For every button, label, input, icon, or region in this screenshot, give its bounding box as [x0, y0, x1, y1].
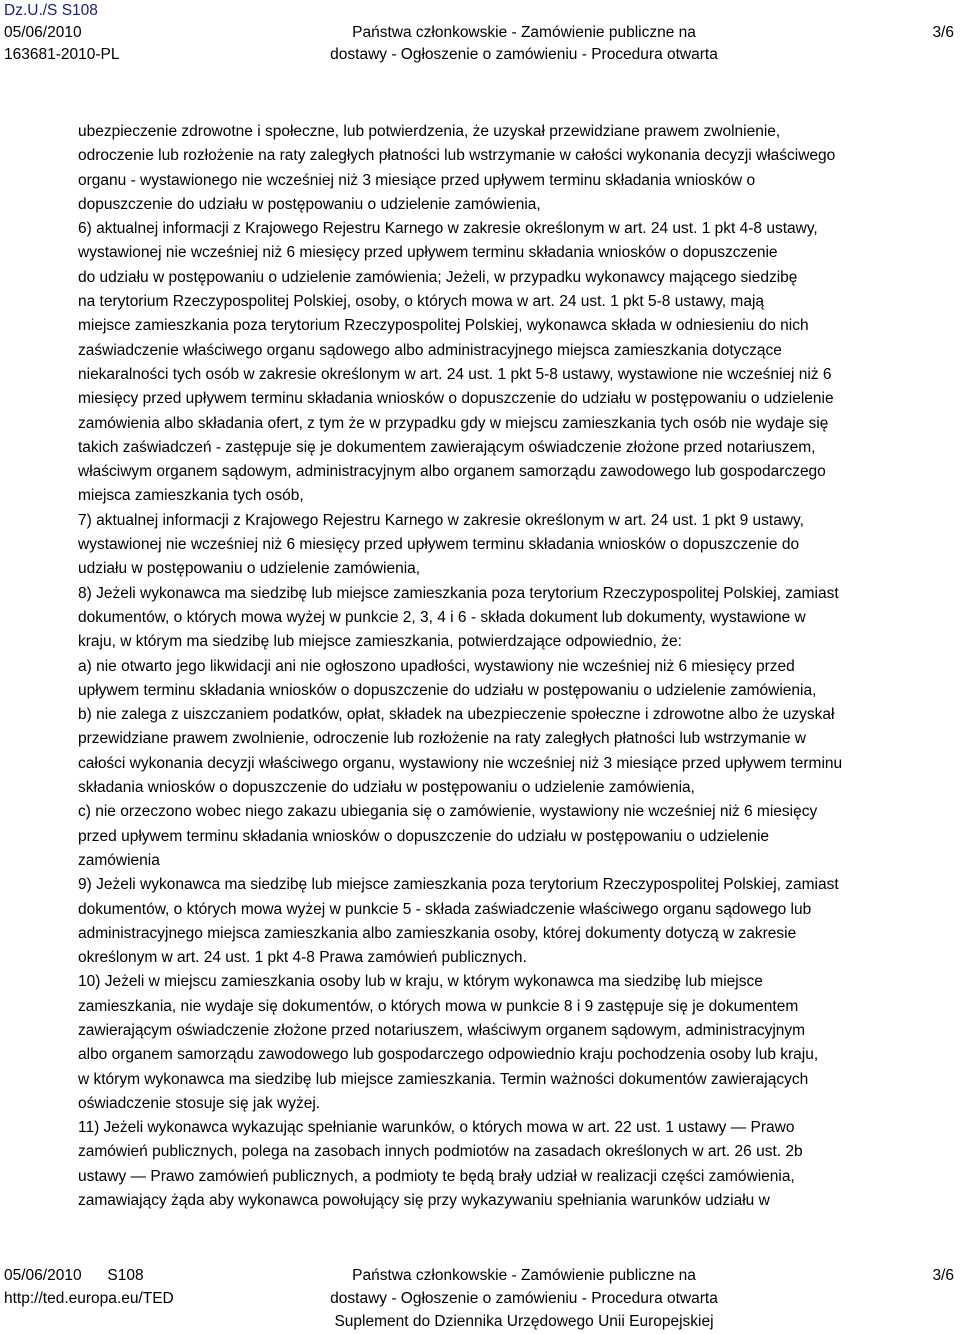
body-line: miesięcy przed upływem terminu składania wniosków o dopuszczenie do udziału w postępowaniu o udzielenie [78, 390, 834, 408]
footer-title-line3: Suplement do Dziennika Urzędowego Unii Europejskiej [334, 1313, 714, 1330]
body-line: 7) aktualnej informacji z Krajowego Rejestru Karnego w zakresie określonym w art. 24 ust. 1 pkt 9 ustawy, [78, 511, 804, 529]
header-page-number: 3/6 [932, 24, 954, 41]
body-line: organu - wystawionego nie wcześniej niż 3 miesiące przed upływem terminu składania wniosków o [78, 171, 756, 189]
body-line: a) nie otwarto jego likwidacji ani nie ogłoszono upadłości, wystawiony nie wcześniej niż 6 miesięcy przed [78, 657, 795, 675]
body-line: wystawionej nie wcześniej niż 6 miesięcy przed upływem terminu składania wniosków o dopuszczenie [78, 244, 778, 262]
header-left [4, 0, 120, 66]
body-line: niekaralności tych osób w zakresie określonym w art. 24 ust. 1 pkt 5-8 ustawy, wystawione nie wcześniej niż 6 [78, 365, 832, 383]
footer-page-number: 3/6 [932, 1267, 954, 1284]
body-line: miejsca zamieszkania tych osób, [78, 487, 304, 505]
body-line: całości wykonania decyzji właściwego organu, wystawiony nie wcześniej niż 3 miesiące przed upływem terminu [78, 754, 843, 772]
body-line: kraju, w którym ma siedzibę lub miejsce zamieszkania, potwierdzające odpowiednio, że: [78, 633, 682, 651]
footer-left [4, 1264, 174, 1310]
body-line: udziału w postępowaniu o udzielenie zamówienia, [78, 560, 421, 578]
body-line: 10) Jeżeli w miejscu zamieszkania osoby lub w kraju, w którym wykonawca ma siedzibę lub miejsce [78, 973, 763, 991]
body-line: b) nie zalega z uiszczaniem podatków, opłat, składek na ubezpieczenie społeczne i zdrowotne albo że uzyskał [78, 706, 835, 724]
body-line: do udziału w postępowaniu o udzielenie zamówienia; Jeżeli, w przypadku wykonawcy mającego siedzibę [78, 268, 798, 286]
footer-title-line1: Państwa członkowskie - Zamówienie publiczne na [352, 1267, 696, 1284]
header-title-line1: Państwa członkowskie - Zamówienie publiczne na [352, 24, 696, 41]
footer-date: 05/06/2010 [4, 1267, 82, 1284]
body-line: dokumentów, o których mowa wyżej w punkcie 2, 3, 4 i 6 - składa dokument lub dokumenty, wystawione w [78, 608, 806, 626]
body-line: dokumentów, o których mowa wyżej w punkcie 5 - składa zaświadczenie właściwego organu sądowego lub [78, 900, 812, 918]
body-line: przed upływem terminu składania wniosków o dopuszczenie do udziału w postępowaniu o udzielenie [78, 827, 770, 845]
body-line: 9) Jeżeli wykonawca ma siedzibę lub miejsce zamieszkania poza terytorium Rzeczypospolitej Polskiej, zamiast [78, 876, 839, 894]
body-line: dopuszczenie do udziału w postępowaniu o udzielenie zamówienia, [78, 195, 541, 213]
body-line: odroczenie lub rozłożenie na raty zaległych płatności lub wstrzymanie w całości wykonania decyzji właściwego [78, 147, 836, 165]
body-line: ustawy — Prawo zamówień publicznych, a podmioty te będą brały udział w realizacji części zamówienia, [78, 1167, 795, 1185]
body-line: na terytorium Rzeczypospolitej Polskiej, osoby, o których mowa w art. 24 ust. 1 pkt 5-8 ustawy, mają [78, 293, 765, 311]
body-line: przewidziane prawem zwolnienie, odroczenie lub rozłożenie na raty zaległych płatności lub wstrzymanie w [78, 730, 806, 748]
body-line: 8) Jeżeli wykonawca ma siedzibę lub miejsce zamieszkania poza terytorium Rzeczypospolitej Polskiej, zamiast [78, 584, 839, 602]
body-line: zamieszkania, nie wydaje się dokumentów, o których mowa w punkcie 8 i 9 zastępuje się je dokumentem [78, 997, 799, 1015]
body-line: wystawionej nie wcześniej niż 6 miesięcy przed upływem terminu składania wniosków o dopuszczenie do [78, 536, 800, 554]
source-reference: Dz.U./S S108 [4, 2, 98, 19]
publication-date: 05/06/2010 [4, 24, 82, 41]
body-line: miejsce zamieszkania poza terytorium Rzeczypospolitej Polskiej, wykonawca składa w odniesieniu do nich [78, 317, 809, 335]
body-line: takich zaświadczeń - zastępuje się je dokumentem zawierającym oświadczenie złożone przed notariuszem, [78, 438, 816, 456]
body-line: zamawiający żąda aby wykonawca powołujący się przy wykazywaniu spełniania warunków udziału w [78, 1192, 770, 1210]
header-title [296, 22, 752, 66]
body-line: c) nie orzeczono wobec niego zakazu ubiegania się o zamówienie, wystawiony nie wcześniej niż 6 miesięcy [78, 803, 818, 821]
body-line: zamówienia albo składania ofert, z tym że w przypadku gdy w miejscu zamieszkania tych osób nie wydaje się [78, 414, 829, 432]
footer-date-issue [4, 1264, 174, 1287]
body-line: właściwym organem sądowym, administracyjnym albo organem samorządu zawodowego lub gospodarczego [78, 463, 826, 481]
footer-issue: S108 [107, 1267, 144, 1284]
body-line: 11) Jeżeli wykonawca wykazując spełnianie warunków, o których mowa w art. 22 ust. 1 ustawy — Prawo [78, 1119, 795, 1137]
document-body [78, 120, 956, 1213]
body-line: w którym wykonawca ma siedzibę lub miejsce zamieszkania. Termin ważności dokumentów zawierających [78, 1070, 809, 1088]
body-line: upływem terminu składania wniosków o dopuszczenie do udziału w postępowaniu o udzielenie zamówienia, [78, 681, 817, 699]
body-line: zawierającym oświadczenie złożone przed notariuszem, właściwym organem sądowym, administracyjnym [78, 1021, 806, 1039]
body-line: 6) aktualnej informacji z Krajowego Rejestru Karnego w zakresie określonym w art. 24 ust. 1 pkt 4-8 ustawy, [78, 220, 818, 238]
footer-title [296, 1264, 752, 1333]
body-line: zamówienia [78, 851, 160, 869]
body-line: ubezpieczenie zdrowotne i społeczne, lub potwierdzenia, że uzyskał przewidziane prawem zwolnienie, [78, 123, 781, 140]
body-line: składania wniosków o dopuszczenie do udziału w postępowaniu o udzielenie zamówienia, [78, 779, 695, 797]
footer-url: http://ted.europa.eu/TED [4, 1290, 174, 1307]
document-id: 163681-2010-PL [4, 46, 120, 63]
header-title-line2: dostawy - Ogłoszenie o zamówieniu - Procedura otwarta [330, 46, 718, 63]
body-line: zaświadczenie właściwego organu sądowego albo administracyjnego miejsca zamieszkania dotyczące [78, 341, 782, 359]
body-line: oświadczenie stosuje się jak wyżej. [78, 1094, 321, 1112]
body-line: administracyjnego miejsca zamieszkania albo zamieszkania osoby, której dokumenty dotyczą w zakresie [78, 924, 797, 942]
body-line: albo organem samorządu zawodowego lub gospodarczego odpowiednio kraju pochodzenia osoby lub kraju, [78, 1046, 819, 1064]
body-line: określonym w art. 24 ust. 1 pkt 4-8 Prawa zamówień publicznych. [78, 949, 527, 967]
body-line: zamówień publicznych, polega na zasobach innych podmiotów na zasadach określonych w art. 26 ust. 2b [78, 1143, 803, 1161]
footer-title-line2: dostawy - Ogłoszenie o zamówieniu - Procedura otwarta [330, 1290, 718, 1307]
